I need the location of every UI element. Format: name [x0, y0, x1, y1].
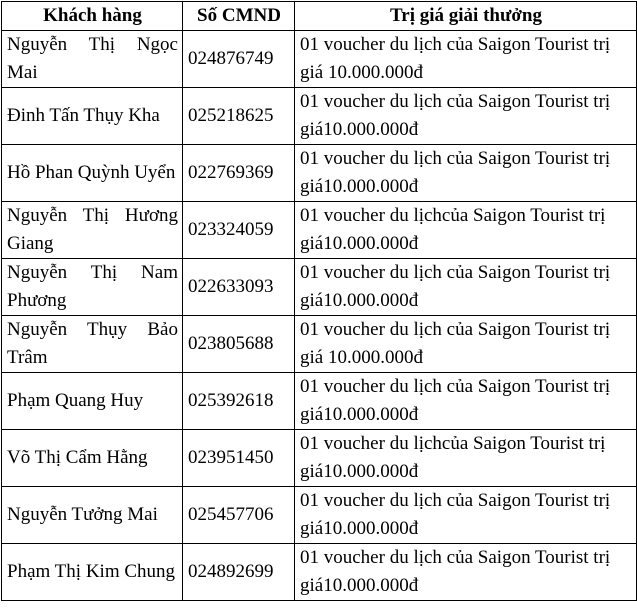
customer-name-cell: Phạm Thị Kim Chung [2, 544, 183, 601]
table-row [2, 430, 637, 487]
header-row [2, 2, 637, 31]
table-row [2, 88, 637, 145]
id-number-cell: 024876749 [183, 31, 295, 88]
id-number-cell: 024892699 [183, 544, 295, 601]
customer-name-cell: Võ Thị Cẩm Hằng [2, 430, 183, 487]
id-number-cell: 022769369 [183, 145, 295, 202]
table-row [2, 316, 637, 373]
customer-name-cell: Nguyễn Thị Nam Phương [2, 259, 183, 316]
customer-name-cell: Nguyễn Tưởng Mai [2, 487, 183, 544]
id-number-cell: 023805688 [183, 316, 295, 373]
customer-name-cell: Nguyễn Thị Ngọc Mai [2, 31, 183, 88]
prize-value-cell: 01 voucher du lịch của Saigon Tourist trị giá10.000.000đ [295, 259, 637, 316]
table-row [2, 145, 637, 202]
prize-value-cell: 01 voucher du lịch của Saigon Tourist trị giá 10.000.000đ [295, 316, 637, 373]
header-customer: Khách hàng [2, 2, 183, 31]
table-row [2, 544, 637, 601]
customer-name-cell: Hồ Phan Quỳnh Uyển [2, 145, 183, 202]
prize-value-cell: 01 voucher du lịchcủa Saigon Tourist trị giá10.000.000đ [295, 430, 637, 487]
table-row [2, 259, 637, 316]
id-number-cell: 025392618 [183, 373, 295, 430]
table-row [2, 373, 637, 430]
table-row [2, 31, 637, 88]
id-number-cell: 023324059 [183, 202, 295, 259]
table-row [2, 487, 637, 544]
header-prize-value: Trị giá giải thưởng [295, 2, 637, 31]
prize-value-cell: 01 voucher du lịchcủa Saigon Tourist trị giá10.000.000đ [295, 202, 637, 259]
id-number-cell: 023951450 [183, 430, 295, 487]
id-number-cell: 025218625 [183, 88, 295, 145]
customer-name-cell: Nguyễn Thụy Bảo Trâm [2, 316, 183, 373]
header-id-number: Số CMND [183, 2, 295, 31]
id-number-cell: 025457706 [183, 487, 295, 544]
prize-value-cell: 01 voucher du lịch của Saigon Tourist trị giá10.000.000đ [295, 88, 637, 145]
prize-value-cell: 01 voucher du lịch của Saigon Tourist trị giá 10.000.000đ [295, 31, 637, 88]
prize-value-cell: 01 voucher du lịch của Saigon Tourist trị giá10.000.000đ [295, 487, 637, 544]
customer-name-cell: Phạm Quang Huy [2, 373, 183, 430]
winners-table [1, 1, 637, 601]
prize-value-cell: 01 voucher du lịch của Saigon Tourist trị giá10.000.000đ [295, 544, 637, 601]
prize-value-cell: 01 voucher du lịch của Saigon Tourist trị giá10.000.000đ [295, 145, 637, 202]
id-number-cell: 022633093 [183, 259, 295, 316]
prize-value-cell: 01 voucher du lịch của Saigon Tourist trị giá10.000.000đ [295, 373, 637, 430]
customer-name-cell: Đinh Tấn Thụy Kha [2, 88, 183, 145]
customer-name-cell: Nguyễn Thị Hương Giang [2, 202, 183, 259]
table-row [2, 202, 637, 259]
